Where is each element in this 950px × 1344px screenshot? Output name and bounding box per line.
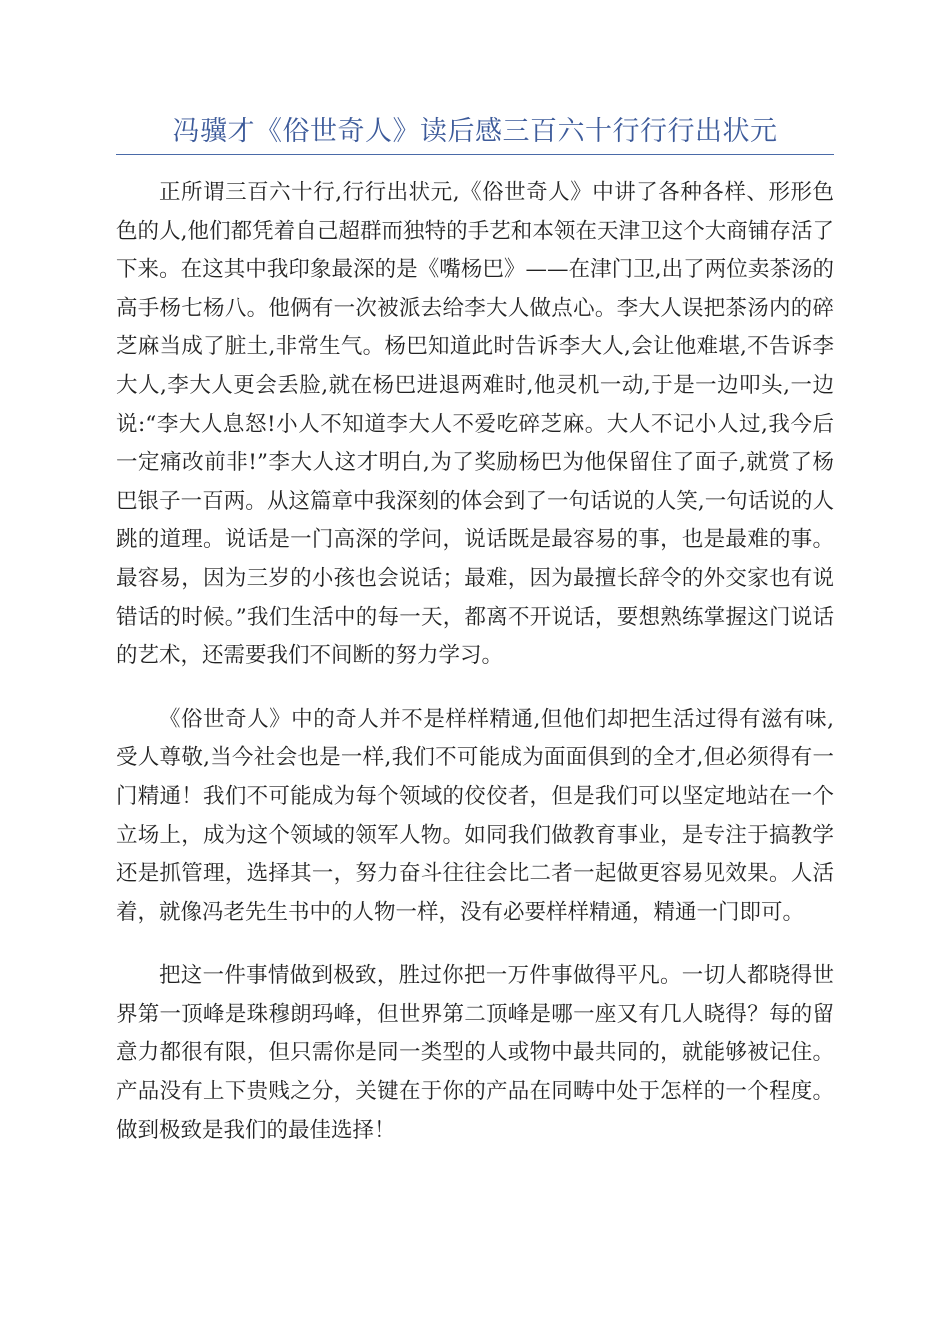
document-body <box>116 174 834 1175</box>
paragraph-2: 《俗世奇人》中的奇人并不是样样精通,但他们却把生活过得有滋有味,受人尊敬,当今社会也是一样,我们不可能成为面面俱到的全才,但必须得有一门精通！我们不可能成为每个领域的佼佼者，但是我们可以坚定地站在一个立场上，成为这个领域的领军人物。如同我们做教育事业，是专注于搞教学还是抓管理，选择其一，努力奋斗往往会比二者一起做更容易见效果。人活着，就像冯老先生书中的人物一样，没有必要样样精通，精通一门即可。 <box>116 706 834 925</box>
title-underline <box>116 154 834 155</box>
paragraph-3: 把这一件事情做到极致，胜过你把一万件事做得平凡。一切人都晓得世界第一顶峰是珠穆朗玛峰，但世界第二顶峰是哪一座又有几人晓得？每的留意力都很有限，但只需你是同一类型的人或物中最共同的，就能够被记住。产品没有上下贵贱之分，关键在于你的产品在同畴中处于怎样的一个程度。做到极致是我们的最佳选择！ <box>116 963 834 1143</box>
paragraph-1: 正所谓三百六十行,行行出状元,《俗世奇人》中讲了各种各样、形形色色的人,他们都凭着自己超群而独特的手艺和本领在天津卫这个大商铺存活了下来。在这其中我印象最深的是《嘴杨巴》——在津门卫,出了两位卖茶汤的高手杨七杨八。他俩有一次被派去给李大人做点心。李大人误把茶汤内的碎芝麻当成了脏土,非常生气。杨巴知道此时告诉李大人,会让他难堪,不告诉李大人,李大人更会丢脸,就在杨巴进退两难时,他灵机一动,于是一边叩头,一边说:“李大人息怒!小人不知道李大人不爱吃碎芝麻。大人不记小人过,我今后一定痛改前非!”李大人这才明白,为了奖励杨巴为他保留住了面子,就赏了杨巴银子一百两。从这篇章中我深刻的体会到了一句话说的人笑,一句话说的人跳的道理。说话是一门高深的学问，说话既是最容易的事，也是最难的事。最容易，因为三岁的小孩也会说话；最难，因为最擅长辞令的外交家也有说错话的时候。”我们生活中的每一天，都离不开说话，要想熟练掌握这门说话的艺术，还需要我们不间断的努力学习。 <box>116 180 834 669</box>
page-title: 冯骥才《俗世奇人》读后感三百六十行行行出状元 <box>172 116 778 147</box>
